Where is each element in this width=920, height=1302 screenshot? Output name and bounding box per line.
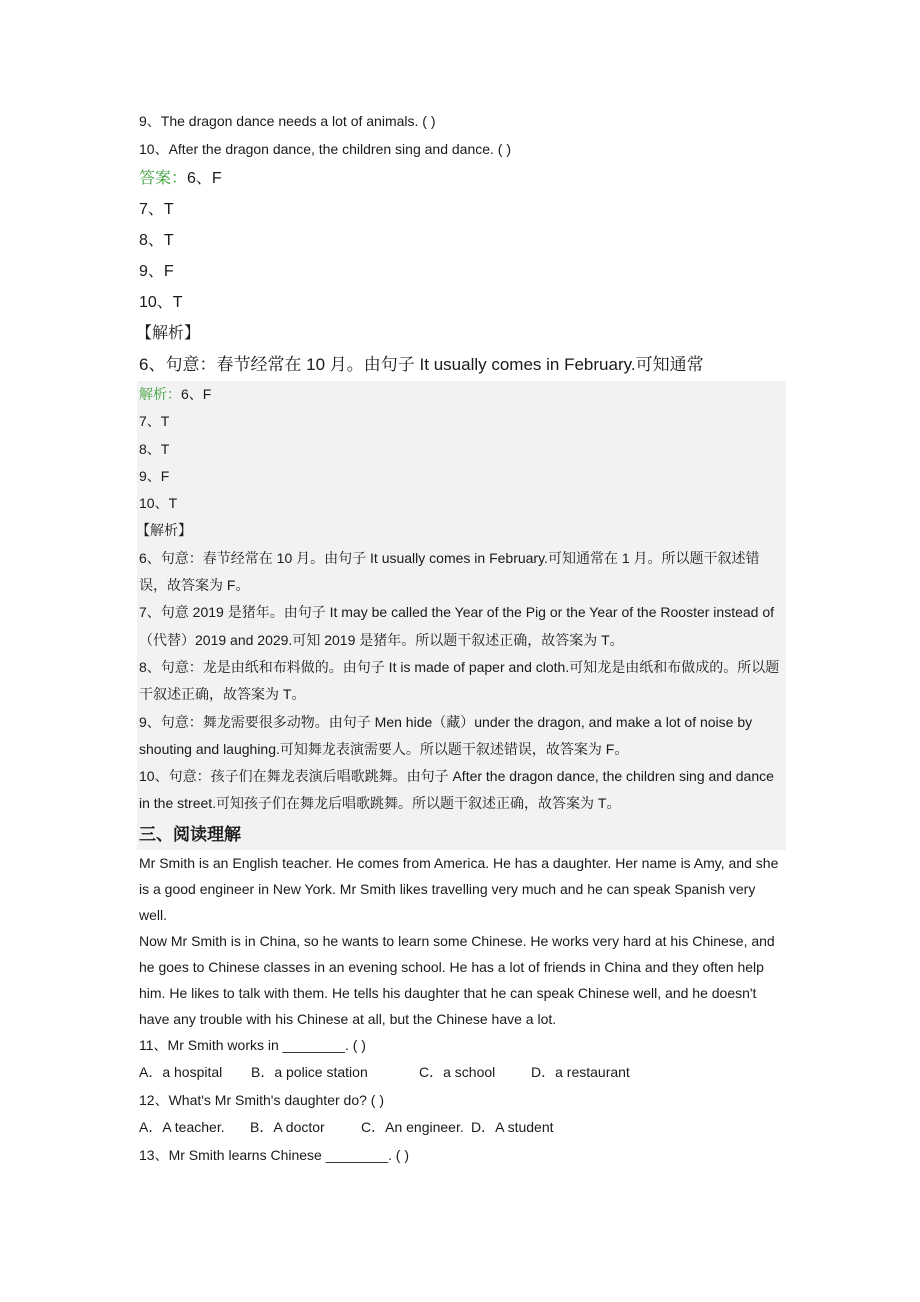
q11-option-d: D．a restaurant [531,1064,630,1081]
analysis-paragraph-6: 6、句意：春节经常在 10 月。由句子 It usually comes in February.可知通常在 1 月。所以题干叙述错误，故答案为 F。 [139,549,760,594]
answer-jiexi-heading: 【解析】 [136,325,201,342]
answer-8: 8、T [139,232,174,249]
question-9: 9、The dragon dance needs a lot of animals. ( ) [139,113,436,129]
analysis-label: 解析： [139,386,181,402]
q11-option-b: B．a police station [251,1064,368,1081]
section-title: 三、阅读理解 [139,824,241,844]
answer-6: 6、F [187,170,222,187]
question-11-options [139,1059,784,1087]
analysis-paragraph-9: 9、句意：舞龙需要很多动物。由句子 Men hide（藏）under the dragon, and make a lot of noise by shouting and laughing.可知舞龙表演需要人。所以题干叙述错误，故答案为 F。 [139,713,753,757]
question-13: 13、Mr Smith learns Chinese ________. ( ) [139,1146,410,1163]
analysis-box [137,381,786,850]
passage-paragraph-1: Mr Smith is an English teacher. He comes from America. He has a daughter. Her name is Amy, and she is a good engineer in New York. Mr Smith likes travelling very much and he can speak Spanish very well. [139,854,779,923]
analysis-9: 9、F [139,467,170,484]
question-12-options [139,1114,784,1142]
question-11: 11、Mr Smith works in ________. ( ) [139,1036,366,1053]
analysis-paragraph-8: 8、句意：龙是由纸和布料做的。由句子 It is made of paper and cloth.可知龙是由纸和布做成的。所以题干叙述正确，故答案为 T。 [139,658,780,703]
answer-7: 7、T [139,201,174,218]
answer-label: 答案： [139,170,188,187]
analysis-10: 10、T [139,495,178,512]
passage-paragraph-2: Now Mr Smith is in China, so he wants to learn some Chinese. He works very hard at his Chinese, and he goes to Chinese classes in an evening school. He has a lot of friends in China and they often help him. He likes to talk with them. He tells his daughter that he can speak Chinese well, and he doesn't have any trouble with his Chinese at all, but the Chinese have a lot. [139,932,775,1027]
q12-option-b: B．A doctor [250,1119,325,1136]
answer-first-line [139,163,784,194]
analysis-7: 7、T [139,413,170,430]
answer-9: 9、F [139,263,174,280]
q12-option-a: A．A teacher. [139,1119,225,1136]
q11-option-c: C．a school [419,1064,496,1081]
q11-option-a: A．a hospital [139,1064,223,1081]
analysis-6: 6、F [181,386,212,402]
answer-10: 10、T [139,294,183,311]
analysis-paragraph-10: 10、句意：孩子们在舞龙表演后唱歌跳舞。由句子 After the dragon dance, the children sing and dance in the street.可知孩子们在舞龙后唱歌跳舞。所以题干叙述正确，故答案为 T。 [139,768,774,812]
question-12: 12、What's Mr Smith's daughter do? ( ) [139,1091,384,1108]
analysis-8: 8、T [139,440,170,457]
q12-option-d: D．A student [471,1119,554,1136]
analysis-jiexi-heading: 【解析】 [136,522,192,539]
question-10: 10、After the dragon dance, the children sing and dance. ( ) [139,140,512,157]
q12-option-c: C．An engineer. [361,1119,464,1136]
document-page [136,108,784,1169]
answer-truncated-explanation: 6、句意：春节经常在 10 月。由句子 It usually comes in February.可知通常 [139,355,704,374]
analysis-paragraph-7: 7、句意 2019 是猪年。由句子 It may be called the Year of the Pig or the Year of the Rooster instead of（代替）2019 and 2029.可知 2019 是猪年。所以题干叙述正确，故答案为 T。 [139,604,775,648]
analysis-first-line [139,381,786,408]
